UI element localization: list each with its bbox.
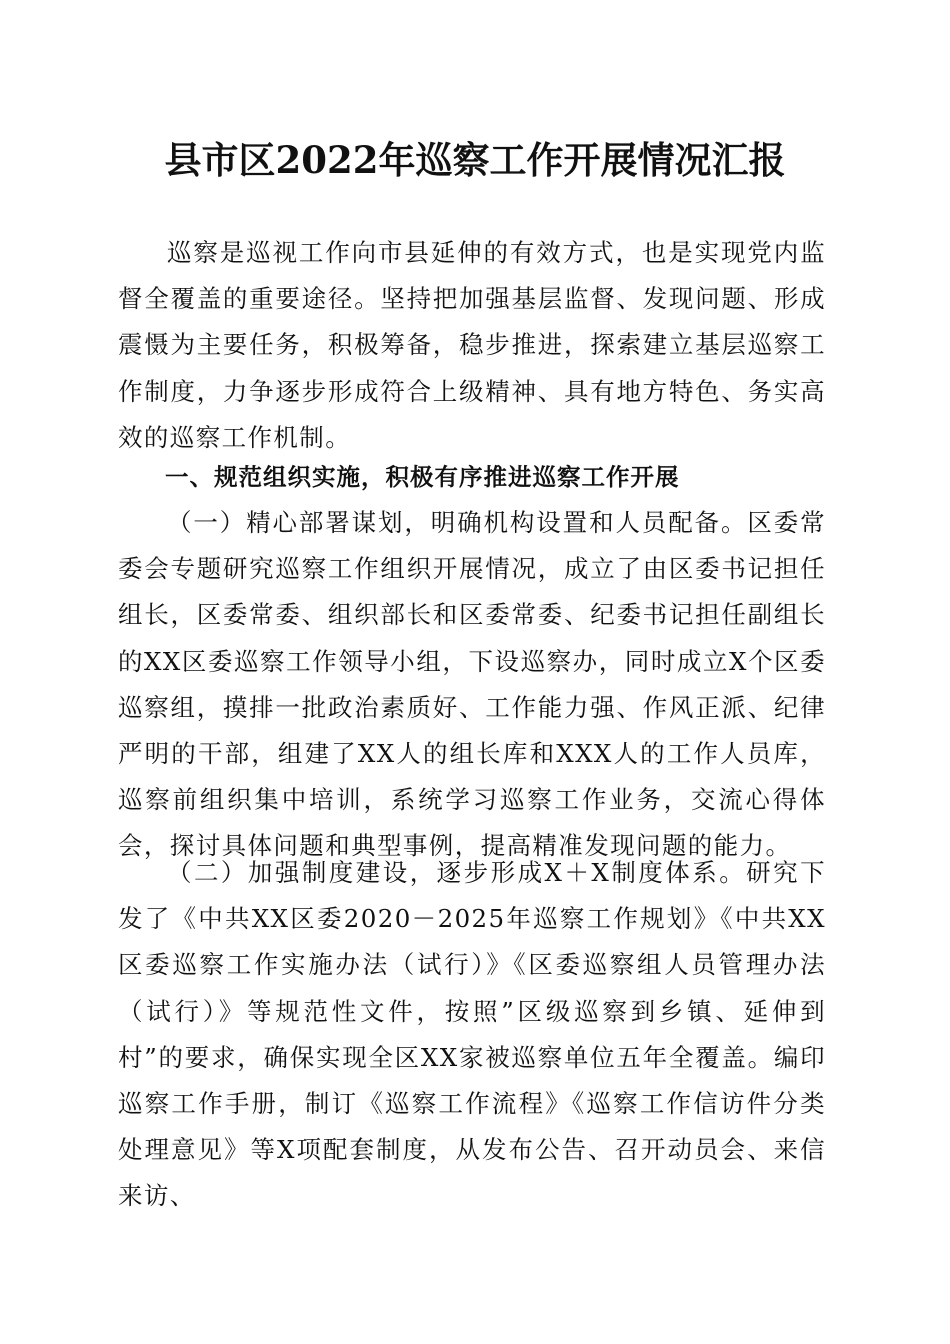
section1-item1-paragraph: （一）精心部署谋划，明确机构设置和人员配备。区委常委会专题研究巡察工作组织开展情况，成立了由区委书记担任组长，区委常委、组织部长和区委常委、纪委书记担任副组长的XX区委巡察工作领导小组，下设巡察办，同时成立X个区委巡察组，摸排一批政治素质好、工作能力强、作风正派、纪律严明的干部，组建了XX人的组长库和XXX人的工作人员库，巡察前组织集中培训，系统学习巡察工作业务，交流心得体会，探讨具体问题和典型事例，提高精准发现问题的能力。 (118, 508, 826, 861)
intro-paragraph: 巡察是巡视工作向市县延伸的有效方式，也是实现党内监督全覆盖的重要途径。坚持把加强基层监督、发现问题、形成震慑为主要任务，积极筹备，稳步推进，探索建立基层巡察工作制度，力争逐步形成符合上级精神、具有地方特色、务实高效的巡察工作机制。 (118, 238, 826, 452)
section1-item2-paragraph: （二）加强制度建设，逐步形成X＋X制度体系。研究下发了《中共XX区委2020－2025年巡察工作规划》《中共XX区委巡察工作实施办法（试行）》《区委巡察组人员管理办法（试行）》等规范性文件，按照”区级巡察到乡镇、延伸到村”的要求，确保实现全区XX家被巡察单位五年全覆盖。编印巡察工作手册，制订《巡察工作流程》《巡察工作信访件分类处理意见》等X项配套制度，从发布公告、召开动员会、来信来访、 (118, 858, 826, 1211)
document-title: 县市区2022年巡察工作开展情况汇报 (164, 138, 786, 182)
section-heading-1: 一、规范组织实施，积极有序推进巡察工作开展 (165, 463, 680, 491)
